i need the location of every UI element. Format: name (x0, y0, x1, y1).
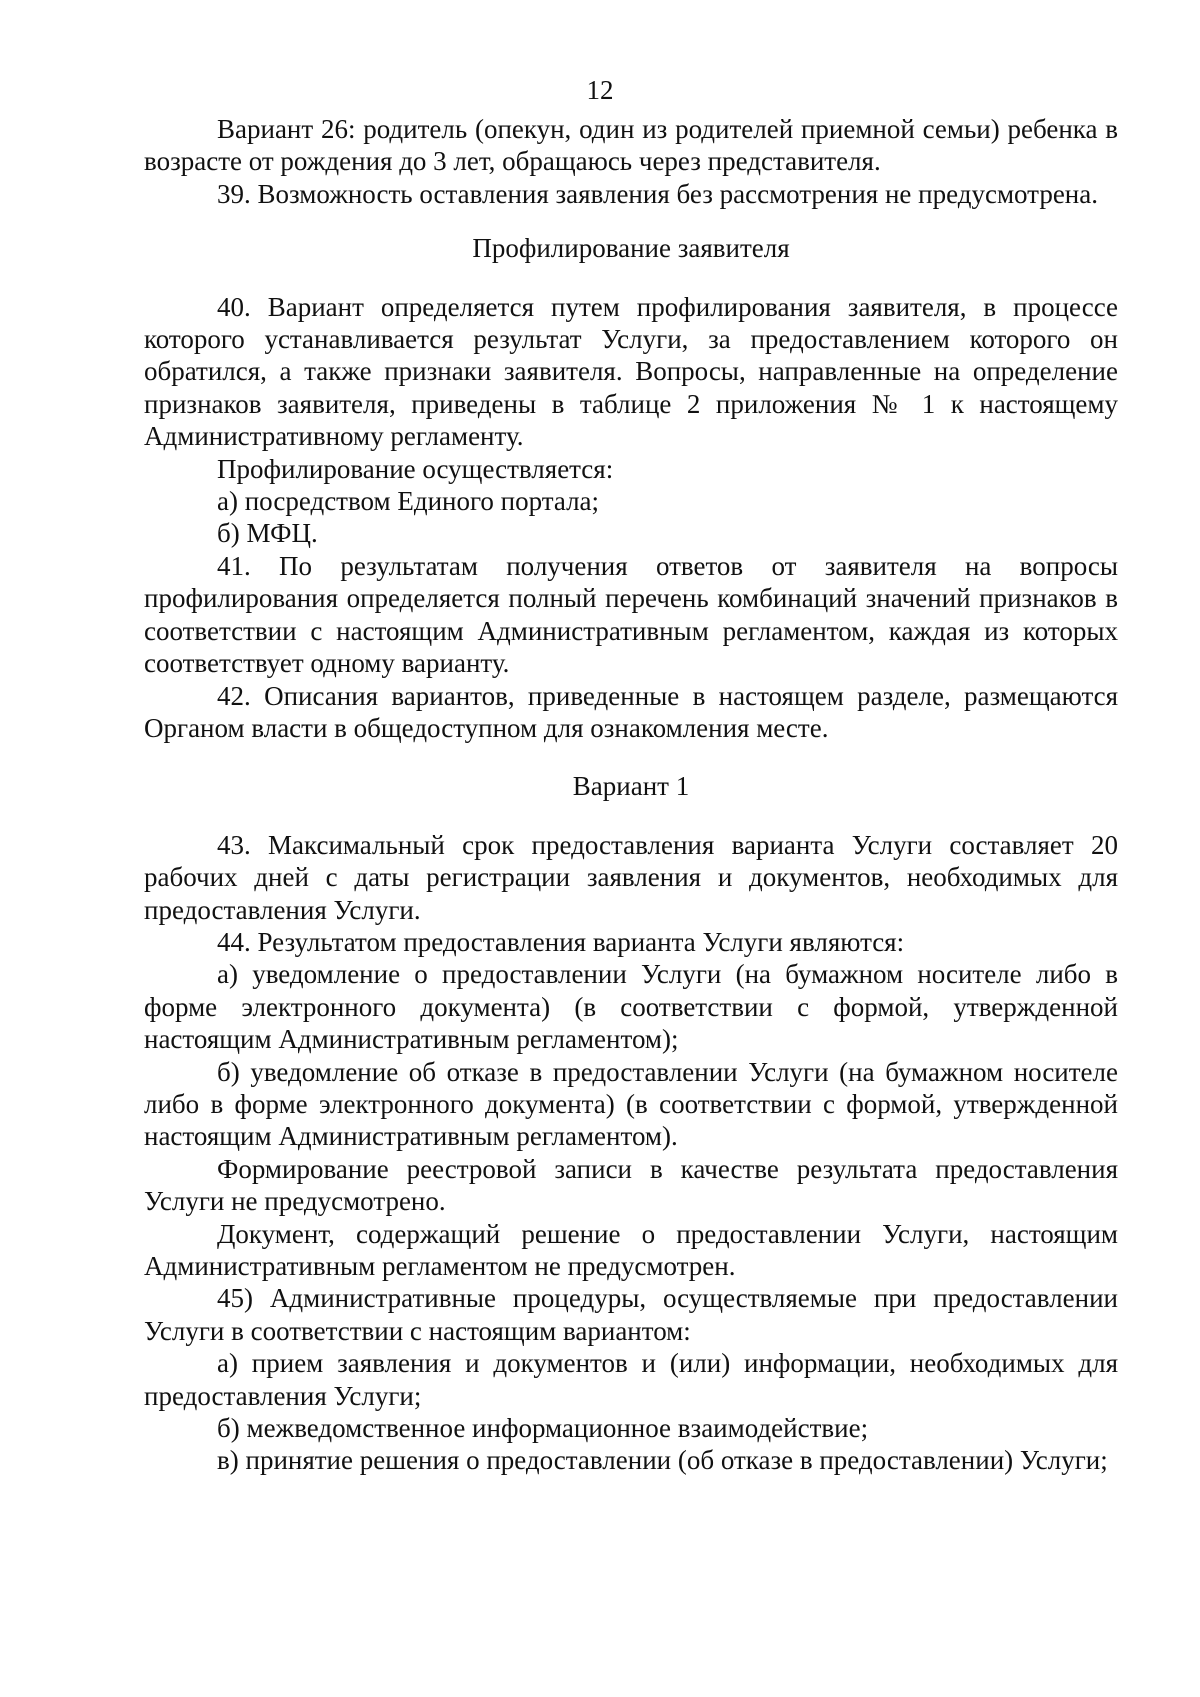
section-heading-variant-1: Вариант 1 (572, 771, 690, 802)
list-item-a: а) прием заявления и документов и (или) информации, необходимых для предоставления Услуги; (144, 1348, 1118, 1411)
list-item-a: а) посредством Единого портала; (217, 486, 600, 517)
paragraph-45: 45) Административные процедуры, осуществляемые при предоставлении Услуги в соответствии с настоящим вариантом: (144, 1283, 1118, 1346)
list-item-b: б) межведомственное информационное взаимодействие; (217, 1413, 869, 1444)
list-item-v: в) принятие решения о предоставлении (об отказе в предоставлении) Услуги; (217, 1445, 1108, 1476)
list-item-b: б) уведомление об отказе в предоставлении Услуги (на бумажном носителе либо в форме электронного документа) (в соответствии с формой, утвержденной настоящим Административным регламентом). (144, 1056, 1118, 1152)
paragraph-variant-26: Вариант 26: родитель (опекун, один из родителей приемной семьи) ребенка в возрасте от рождения до 3 лет, обращаюсь через представителя. (144, 114, 1118, 177)
paragraph-decision-document: Документ, содержащий решение о предоставлении Услуги, настоящим Административным регламентом не предусмотрен. (144, 1218, 1118, 1281)
paragraph-registry-record: Формирование реестровой записи в качестве результата предоставления Услуги не предусмотрено. (144, 1153, 1118, 1217)
document-body (144, 113, 1118, 1477)
list-item-a: а) уведомление о предоставлении Услуги (на бумажном носителе либо в форме электронного документа) (в соответствии с формой, утвержденной настоящим Административным регламентом); (144, 959, 1118, 1055)
paragraph-40: 40. Вариант определяется путем профилирования заявителя, в процессе которого устанавливается результат Услуги, за предоставлением которого он обратился, а также признаки заявителя. Вопросы, направленные на определение признаков заявителя, приведены в таблице 2 приложения № 1 к настоящему Административному регламенту. (144, 291, 1118, 452)
paragraph-profiling-intro: Профилирование осуществляется: (217, 453, 614, 484)
list-item-b: б) МФЦ. (217, 518, 318, 549)
paragraph-41: 41. По результатам получения ответов от заявителя на вопросы профилирования определяется полный перечень комбинаций значений признаков в соответствии с настоящим Административным регламентом, каждая из которых соответствует одному варианту. (144, 550, 1118, 679)
paragraph-39: 39. Возможность оставления заявления без рассмотрения не предусмотрена. (217, 178, 1098, 209)
paragraph-43: 43. Максимальный срок предоставления варианта Услуги составляет 20 рабочих дней с даты регистрации заявления и документов, необходимых для предоставления Услуги. (144, 829, 1118, 925)
paragraph-42: 42. Описания вариантов, приведенные в настоящем разделе, размещаются Органом власти в общедоступном для ознакомления месте. (144, 680, 1118, 743)
section-heading-profiling: Профилирование заявителя (472, 233, 790, 264)
paragraph-44: 44. Результатом предоставления варианта Услуги являются: (217, 926, 905, 957)
page-number: 12 (586, 75, 614, 105)
